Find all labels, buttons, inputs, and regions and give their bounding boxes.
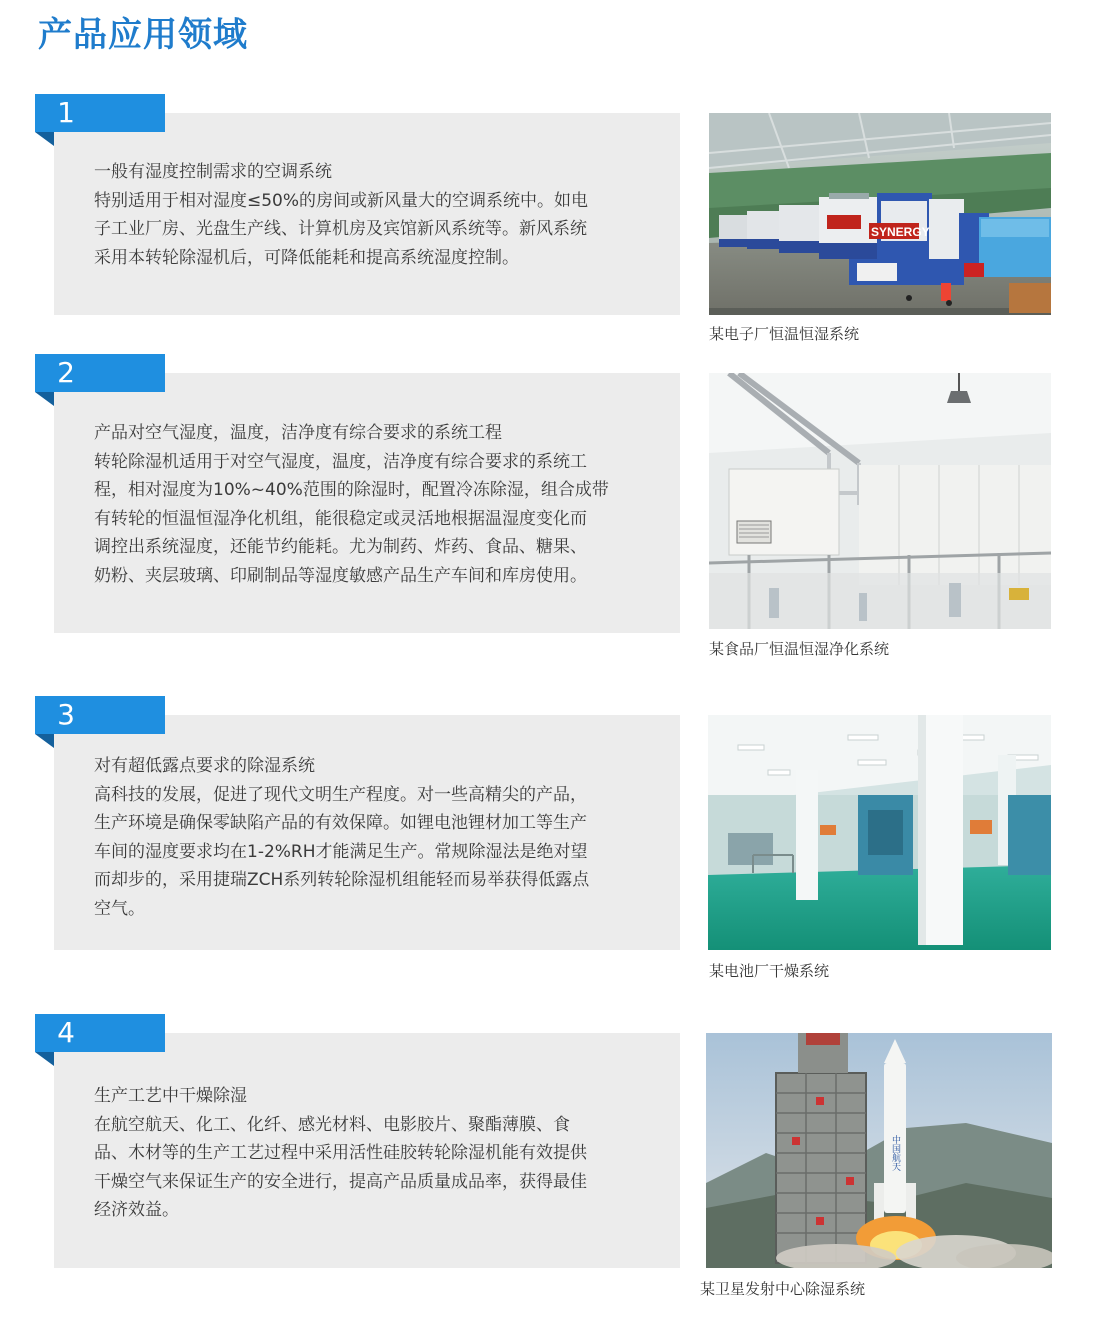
section-line: 高科技的发展，促进了现代文明生产程度。对一些高精尖的产品， — [94, 784, 587, 805]
section-number-tab-4 — [35, 1014, 165, 1052]
section-heading: 一般有湿度控制需求的空调系统 — [94, 162, 332, 182]
section-line: 调控出系统湿度，还能节约能耗。尤为制药、炸药、食品、糖果、 — [94, 537, 587, 557]
cleanroom-photo — [709, 373, 1051, 629]
section-line: 奶粉、夹层玻璃、印刷制品等湿度敏感产品生产车间和库房使用。 — [94, 565, 587, 586]
section-number: 1 — [57, 96, 75, 129]
section-line: 子工业厂房、光盘生产线、计算机房及宾馆新风系统等。新风系统 — [94, 219, 587, 239]
section-line: 品、木材等的生产工艺过程中采用活性硅胶转轮除湿机能有效提供 — [94, 1143, 587, 1163]
section-heading: 对有超低露点要求的除湿系统 — [94, 756, 315, 776]
section-number-tab-3 — [35, 696, 165, 734]
section-line: 程，相对湿度为10%~40%范围的除湿时，配置冷冻除湿，组合成带 — [94, 480, 609, 500]
machine-brand-label: SYNERGY — [871, 225, 930, 239]
section-text-1 — [94, 158, 646, 272]
section-heading: 生产工艺中干燥除湿 — [94, 1086, 247, 1106]
section-line: 有转轮的恒温恒湿净化机组，能很稳定或灵活地根据温湿度变化而 — [94, 508, 587, 529]
section-line: 转轮除湿机适用于对空气湿度，温度，洁净度有综合要求的系统工 — [94, 451, 587, 472]
section-number: 2 — [57, 356, 75, 389]
launch-site-photo — [706, 1033, 1052, 1268]
photo-caption-4: 某卫星发射中心除湿系统 — [700, 1280, 866, 1298]
section-line: 经济效益。 — [94, 1200, 179, 1220]
section-line: 生产环境是确保零缺陷产品的有效保障。如锂电池锂材加工等生产 — [94, 813, 587, 833]
section-number: 3 — [57, 698, 75, 731]
section-text-3 — [94, 752, 646, 923]
section-number-tab-1 — [35, 94, 165, 132]
section-heading: 产品对空气湿度，温度，洁净度有综合要求的系统工程 — [94, 423, 502, 443]
rocket-label: 中国航天 — [890, 1135, 900, 1171]
section-line: 采用本转轮除湿机后，可降低能耗和提高系统湿度控制。 — [94, 247, 519, 268]
factory-photo — [709, 113, 1051, 315]
section-line: 干燥空气来保证生产的安全进行，提高产品质量成品率，获得最佳 — [94, 1171, 587, 1192]
section-text-4 — [94, 1082, 646, 1225]
section-line: 在航空航天、化工、化纤、感光材料、电影胶片、聚酯薄膜、食 — [94, 1114, 570, 1135]
battery-plant-photo — [708, 715, 1051, 950]
section-line: 空气。 — [94, 898, 145, 919]
section-number: 4 — [57, 1016, 75, 1049]
section-number-tab-2 — [35, 354, 165, 392]
photo-caption-2: 某食品厂恒温恒湿净化系统 — [709, 640, 890, 658]
section-text-2 — [94, 419, 646, 590]
section-line: 而却步的，采用捷瑞ZCH系列转轮除湿机组能轻而易举获得低露点 — [94, 870, 590, 890]
photo-caption-1: 某电子厂恒温恒湿系统 — [709, 325, 860, 343]
photo-caption-3: 某电池厂干燥系统 — [709, 962, 830, 980]
section-line: 特别适用于相对湿度≤50%的房间或新风量大的空调系统中。如电 — [94, 190, 589, 211]
page-title: 产品应用领域 — [38, 15, 248, 55]
section-line: 车间的湿度要求均在1-2%RH才能满足生产。常规除湿法是绝对望 — [94, 841, 588, 862]
